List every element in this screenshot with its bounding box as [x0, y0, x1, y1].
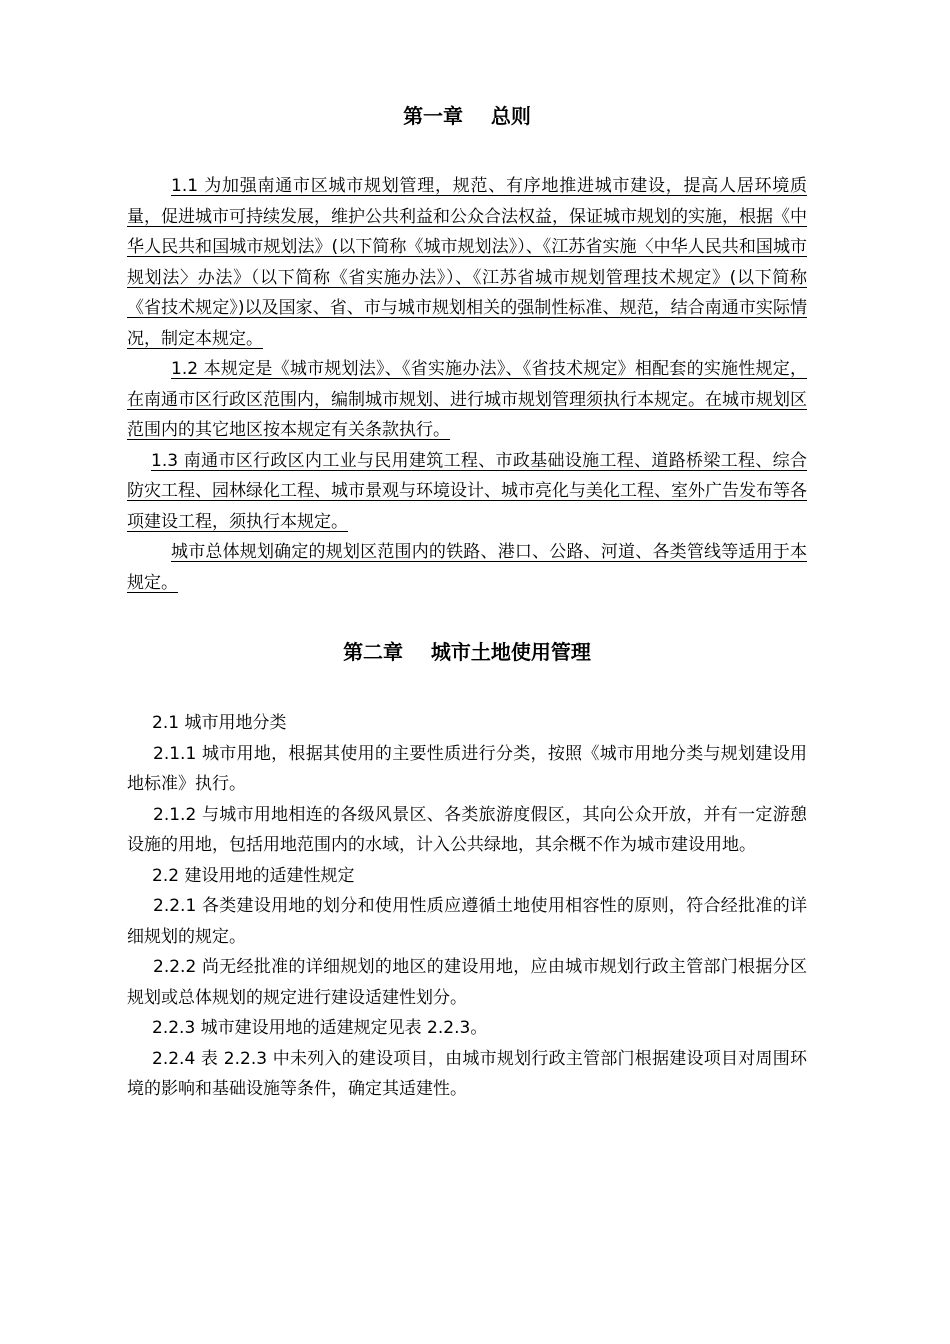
paragraph-1-2: 1.2 本规定是《城市规划法》、《省实施办法》、《省技术规定》相配套的实施性规定，在南通市区行政区范围内，编制城市规划、进行城市规划管理须执行本规定。在城市规划区范围内的其它地区按本规定有关条款执行。 [127, 359, 807, 440]
chapter-1-title: 第一章 总则 [403, 104, 531, 128]
paragraph-1-note: 城市总体规划确定的规划区范围内的铁路、港口、公路、河道、各类管线等适用于本规定。 [127, 542, 807, 593]
paragraph-2-1-2: 2.1.2 与城市用地相连的各级风景区、各类旅游度假区，其向公众开放，并有一定游憩设施的用地，包括用地范围内的水域，计入公共绿地，其余概不作为城市建设用地。 [127, 804, 807, 855]
document-body [127, 96, 807, 1105]
chapter-2-title: 第二章 城市土地使用管理 [343, 640, 591, 664]
paragraph-2-2-2: 2.2.2 尚无经批准的详细规划的地区的建设用地，应由城市规划行政主管部门根据分区规划或总体规划的规定进行建设适建性划分。 [127, 957, 807, 1008]
paragraph-2-2-3: 2.2.3 城市建设用地的适建规定见表 2.2.3。 [152, 1018, 488, 1038]
paragraph-1-3: 1.3 南通市区行政区内工业与民用建筑工程、市政基础设施工程、道路桥梁工程、综合防灾工程、园林绿化工程、城市景观与环境设计、城市亮化与美化工程、室外广告发布等各项建设工程，须执行本规定。 [127, 450, 807, 532]
paragraph-2-1-1: 2.1.1 城市用地，根据其使用的主要性质进行分类，按照《城市用地分类与规划建设用地标准》执行。 [127, 743, 807, 794]
paragraph-2-2-1: 2.2.1 各类建设用地的划分和使用性质应遵循土地使用相容性的原则，符合经批准的详细规划的规定。 [127, 896, 807, 947]
paragraph-1-1: 1.1 为加强南通市区城市规划管理，规范、有序地推进城市建设，提高人居环境质量，促进城市可持续发展，维护公共利益和公众合法权益，保证城市规划的实施，根据《中华人民共和国城市规划法》(以下简称《城市规划法》）、《江苏省实施〈中华人民共和国城市规划法〉办法》（以下简称《省实施办法》）、《江苏省城市规划管理技术规定》(以下简称《省技术规定》)以及国家、省、市与城市规划相关的强制性标准、规范，结合南通市实际情况，制定本规定。 [127, 176, 807, 349]
paragraph-2-2-4: 2.2.4 表 2.2.3 中未列入的建设项目，由城市规划行政主管部门根据建设项目对周围环境的影响和基础设施等条件，确定其适建性。 [127, 1048, 807, 1099]
section-2-2-heading: 2.2 建设用地的适建性规定 [152, 865, 355, 886]
section-2-1-heading: 2.1 城市用地分类 [152, 713, 287, 733]
